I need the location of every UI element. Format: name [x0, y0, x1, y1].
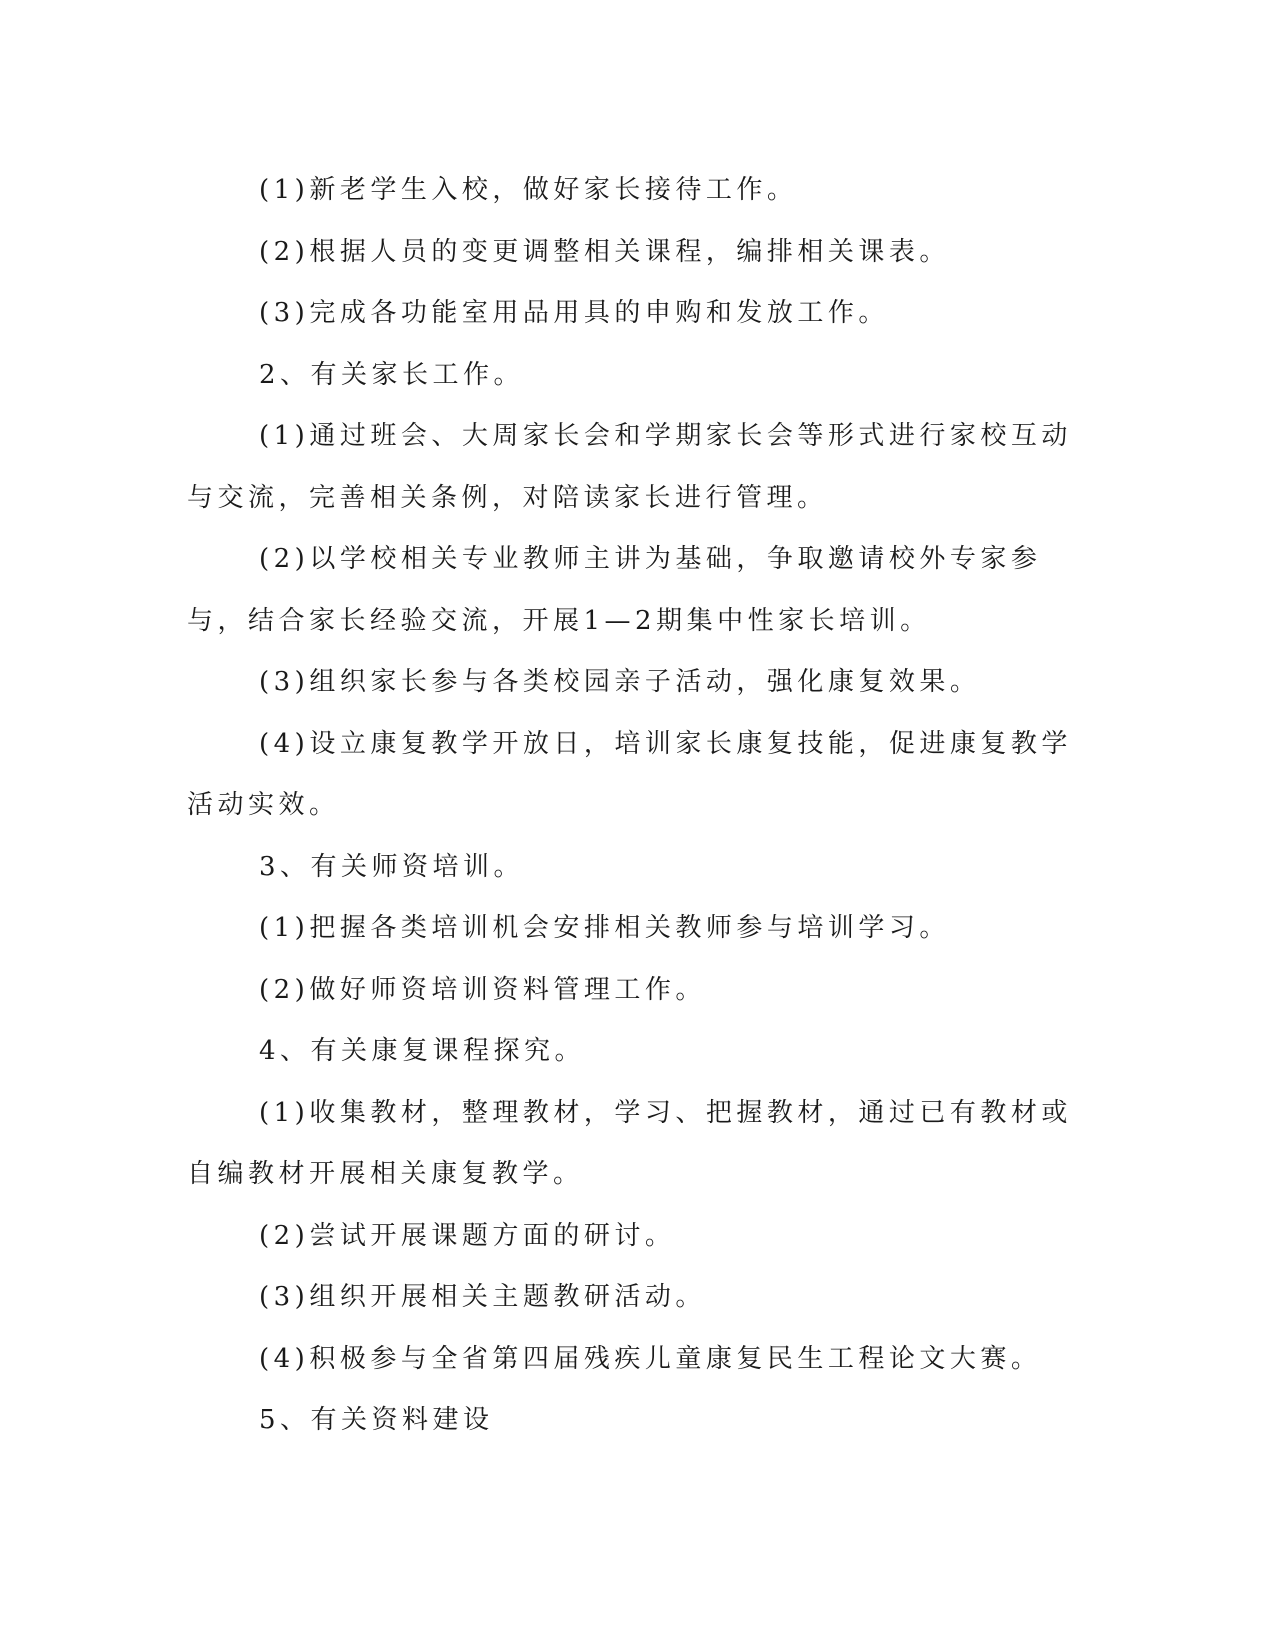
paragraph: (3)组织开展相关主题教研活动。 [259, 1282, 706, 1312]
section-heading: 3、有关师资培训。 [259, 851, 525, 882]
paragraph: (2)以学校相关专业教师主讲为基础，争取邀请校外专家参与，结合家长经验交流，开展1—2期集中性家长培训。 [187, 544, 1042, 636]
paragraph: (4)设立康复教学开放日，培训家长康复技能，促进康复教学活动实效。 [187, 728, 1072, 820]
paragraph: (1)通过班会、大周家长会和学期家长会等形式进行家校互动与交流，完善相关条例，对陪读家长进行管理。 [187, 421, 1072, 513]
document-body [187, 160, 1073, 1452]
paragraph: (3)完成各功能室用品用具的申购和发放工作。 [259, 298, 889, 328]
section-heading: 4、有关康复课程探究。 [259, 1036, 586, 1066]
paragraph: (1)新老学生入校，做好家长接待工作。 [259, 175, 798, 205]
paragraph: (3)组织家长参与各类校园亲子活动，强化康复效果。 [259, 667, 981, 697]
paragraph: (1)收集教材，整理教材，学习、把握教材，通过已有教材或自编教材开展相关康复教学。 [187, 1097, 1072, 1189]
section-heading: 2、有关家长工作。 [259, 359, 525, 390]
paragraph: (2)根据人员的变更调整相关课程，编排相关课表。 [259, 236, 950, 267]
paragraph: (1)把握各类培训机会安排相关教师参与培训学习。 [259, 913, 950, 943]
paragraph: (4)积极参与全省第四届残疾儿童康复民生工程论文大赛。 [259, 1343, 1042, 1374]
paragraph: (2)尝试开展课题方面的研讨。 [259, 1220, 676, 1251]
section-heading: 5、有关资料建设 [259, 1405, 494, 1435]
paragraph: (2)做好师资培训资料管理工作。 [259, 974, 706, 1005]
